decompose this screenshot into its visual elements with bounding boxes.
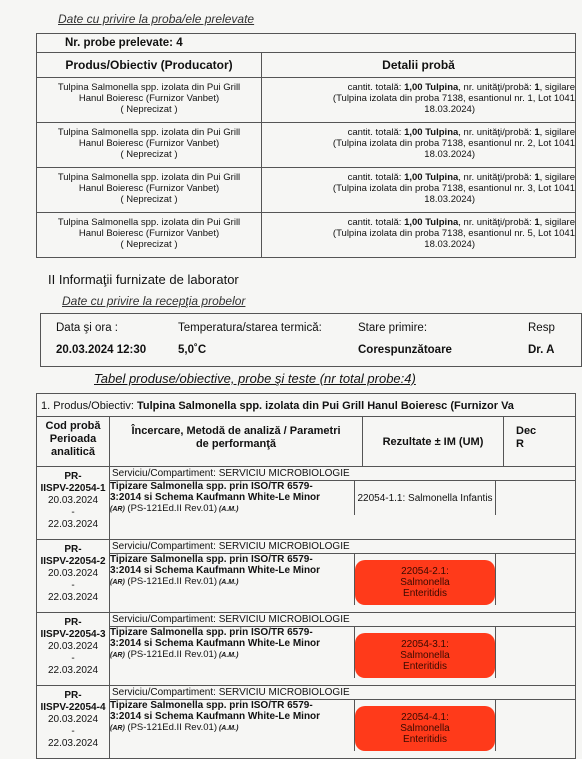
test-am: (A.M.) — [217, 652, 239, 659]
code-prefix: PR- — [64, 617, 82, 628]
product-row — [37, 394, 576, 417]
result-line: 22054-1.1: Salmonella Infantis — [357, 493, 493, 504]
sample-code: IISPV-22054-1 — [40, 483, 106, 494]
product-line: Hanul Boieresc (Furnizor Vanbet) — [78, 228, 220, 239]
test-line: 3:2014 si Schema Kaufmann White-Le Minor — [110, 711, 321, 722]
col-test-line: Încercare, Metodă de analiză / Parametri — [131, 425, 341, 437]
test-line: 3:2014 si Schema Kaufmann White-Le Minor — [110, 565, 321, 576]
temp-label: Temperatura/starea termică: — [178, 322, 322, 334]
details-text: , sigilare — [539, 217, 575, 228]
test-line: Tipizare Salmonella spp. prin ISO/TR 6579- — [110, 554, 313, 565]
details-qty: 1,00 Tulpina — [404, 217, 459, 228]
tests-heading: Tabel produse/obiective, probe şi teste (nr total probe:4) — [94, 371, 416, 386]
date-to: 22.03.2024 — [47, 592, 99, 603]
reception-box — [40, 313, 582, 367]
test-subtable — [110, 700, 575, 751]
details-text: , nr. unităţi/probă: — [458, 217, 535, 228]
test-ar: (AR) — [110, 725, 125, 732]
test-ref: (PS-121Ed.II Rev.01) — [124, 503, 218, 514]
details-line: (Tulpina izolata din proba 7138, esantionul nr. 2, Lot 1041 — [332, 138, 575, 149]
test-ref: (PS-121Ed.II Rev.01) — [124, 576, 218, 587]
details-cell — [262, 213, 576, 258]
result-highlight — [355, 706, 495, 751]
test-ref: (PS-121Ed.II Rev.01) — [124, 649, 218, 660]
test-line: 3:2014 si Schema Kaufmann White-Le Minor — [110, 638, 321, 649]
sample-code: IISPV-22054-3 — [40, 629, 106, 640]
table-row — [37, 213, 576, 258]
details-line: 18.03.2024) — [424, 104, 475, 115]
product-cell — [37, 78, 262, 123]
code-cell — [37, 467, 110, 540]
details-line: 18.03.2024) — [424, 194, 475, 205]
table-row — [37, 467, 576, 540]
date-from: 20.03.2024 — [47, 568, 99, 579]
test-block — [110, 686, 576, 759]
result-line: 22054-2.1: Salmonella — [400, 566, 450, 588]
result-cell — [355, 700, 496, 751]
test-block — [110, 540, 576, 613]
product-line: Hanul Boieresc (Furnizor Vanbet) — [78, 183, 220, 194]
decision-cell — [496, 627, 576, 678]
details-cell — [262, 123, 576, 168]
product-line: Hanul Boieresc (Furnizor Vanbet) — [78, 138, 220, 149]
details-text: cantit. totală: — [347, 172, 405, 183]
result-highlight — [355, 560, 495, 605]
product-line: ( Neprecizat ) — [120, 194, 178, 205]
test-ref: (PS-121Ed.II Rev.01) — [124, 722, 218, 733]
code-cell — [37, 540, 110, 613]
product-cell — [37, 123, 262, 168]
col-dec-line: Dec — [516, 425, 537, 437]
col-dec-line: R — [516, 438, 524, 450]
lab-section-title: II Informaţii furnizate de laborator — [48, 272, 239, 287]
service-label: Serviciu/Compartiment: SERVICIU MICROBIOLOGIE — [110, 613, 575, 627]
code-prefix: PR- — [64, 544, 82, 555]
col-test-header — [110, 417, 363, 467]
table-row — [37, 540, 576, 613]
col-result-header: Rezultate ± IM (UM) — [363, 417, 504, 467]
details-qty: 1,00 Tulpina — [404, 172, 459, 183]
resp-value: Dr. A — [528, 344, 555, 356]
date-from: 20.03.2024 — [47, 641, 99, 652]
result-line: Enteritidis — [403, 734, 447, 745]
sample-code: IISPV-22054-4 — [40, 702, 106, 713]
product-cell — [37, 213, 262, 258]
test-subtable — [110, 627, 575, 678]
col-code-line: analitică — [50, 446, 96, 458]
result-cell — [355, 627, 496, 678]
details-line — [262, 82, 575, 93]
date-value: 20.03.2024 12:30 — [56, 344, 147, 356]
col-test-line: de performanţă — [195, 438, 277, 450]
test-line: Tipizare Salmonella spp. prin ISO/TR 6579- — [110, 700, 313, 711]
test-method — [110, 554, 355, 605]
result-cell — [355, 554, 496, 605]
sample-code: IISPV-22054-2 — [40, 556, 106, 567]
details-line: (Tulpina izolata din proba 7138, esantionul nr. 5, Lot 1041 — [332, 228, 575, 239]
details-text: , sigilare — [539, 127, 575, 138]
details-units: 1 — [534, 127, 540, 138]
resp-label: Resp — [528, 322, 555, 334]
details-text: , nr. unităţi/probă: — [458, 82, 535, 93]
samples-header-row — [37, 53, 576, 78]
table-row — [37, 613, 576, 686]
details-line — [262, 172, 575, 183]
table-row — [37, 78, 576, 123]
date-dash: - — [71, 580, 75, 591]
result-highlight — [355, 633, 495, 678]
date-to: 22.03.2024 — [47, 665, 99, 676]
table-row — [37, 168, 576, 213]
date-dash: - — [71, 653, 75, 664]
table-row — [37, 123, 576, 168]
table-row — [37, 686, 576, 759]
product-line: Tulpina Salmonella spp. izolata din Pui Grill — [57, 127, 241, 138]
samples-table — [36, 33, 576, 258]
decision-cell — [496, 700, 576, 751]
details-text: , nr. unităţi/probă: — [458, 172, 535, 183]
product-line: ( Neprecizat ) — [120, 149, 178, 160]
date-label: Data şi ora : — [56, 322, 118, 334]
temp-value: 5,0˚C — [178, 344, 207, 356]
details-text: cantit. totală: — [347, 217, 405, 228]
details-line: 18.03.2024) — [424, 239, 475, 250]
col-code-header — [37, 417, 110, 467]
test-block — [110, 613, 576, 686]
code-prefix: PR- — [64, 690, 82, 701]
details-line — [262, 217, 575, 228]
result-line: Enteritidis — [403, 588, 447, 599]
service-label: Serviciu/Compartiment: SERVICIU MICROBIOLOGIE — [110, 686, 575, 700]
product-line: ( Neprecizat ) — [120, 239, 178, 250]
date-from: 20.03.2024 — [47, 495, 99, 506]
date-dash: - — [71, 507, 75, 518]
col-details-header: Detalii probă — [262, 53, 576, 78]
details-text: , sigilare — [539, 172, 575, 183]
product-line: Tulpina Salmonella spp. izolata din Pui Grill — [57, 172, 241, 183]
test-line: Tipizare Salmonella spp. prin ISO/TR 6579- — [110, 627, 313, 638]
test-method — [110, 481, 355, 515]
product-line: Tulpina Salmonella spp. izolata din Pui Grill — [57, 82, 241, 93]
product-cell — [37, 168, 262, 213]
tests-table — [36, 393, 576, 759]
date-dash: - — [71, 726, 75, 737]
service-label: Serviciu/Compartiment: SERVICIU MICROBIOLOGIE — [110, 467, 575, 481]
samples-heading: Date cu privire la proba/ele prelevate — [58, 12, 255, 26]
date-from: 20.03.2024 — [47, 714, 99, 725]
details-line: 18.03.2024) — [424, 149, 475, 160]
col-code-line: Cod probă — [45, 420, 101, 432]
product-line: Tulpina Salmonella spp. izolata din Pui Grill — [57, 217, 241, 228]
test-ar: (AR) — [110, 652, 125, 659]
test-subtable — [110, 554, 575, 605]
details-units: 1 — [534, 217, 540, 228]
samples-count-row — [37, 34, 576, 53]
test-ar: (AR) — [110, 579, 125, 586]
result-line: 22054-4.1: Salmonella — [400, 712, 450, 734]
details-text: cantit. totală: — [347, 127, 405, 138]
details-qty: 1,00 Tulpina — [404, 82, 459, 93]
result-line: 22054-3.1: Salmonella — [400, 639, 450, 661]
product-line: ( Neprecizat ) — [120, 104, 178, 115]
date-to: 22.03.2024 — [47, 738, 99, 749]
test-method — [110, 700, 355, 751]
details-cell — [262, 78, 576, 123]
details-line: (Tulpina izolata din proba 7138, esantionul nr. 1, Lot 1041 — [332, 93, 575, 104]
col-dec-header — [504, 417, 576, 467]
col-code-line: Perioada — [49, 433, 97, 445]
test-line: Tipizare Salmonella spp. prin ISO/TR 6579- — [110, 481, 313, 492]
test-line: 3:2014 si Schema Kaufmann White-Le Minor — [110, 492, 321, 503]
decision-cell — [496, 554, 576, 605]
result-cell — [355, 481, 496, 515]
samples-count: Nr. probe prelevate: 4 — [37, 34, 576, 53]
details-qty: 1,00 Tulpina — [404, 127, 459, 138]
test-method — [110, 627, 355, 678]
details-units: 1 — [534, 172, 540, 183]
state-label: Stare primire: — [358, 322, 428, 334]
test-am: (A.M.) — [217, 725, 239, 732]
test-subtable — [110, 481, 575, 515]
details-text: , nr. unităţi/probă: — [458, 127, 535, 138]
state-value: Corespunzătoare — [358, 344, 452, 356]
test-am: (A.M.) — [217, 506, 239, 513]
product-line: Hanul Boieresc (Furnizor Vanbet) — [78, 93, 220, 104]
details-cell — [262, 168, 576, 213]
product-prefix: 1. Produs/Obiectiv: — [41, 400, 137, 412]
test-block — [110, 467, 576, 540]
details-line — [262, 127, 575, 138]
code-prefix: PR- — [64, 471, 82, 482]
service-label: Serviciu/Compartiment: SERVICIU MICROBIOLOGIE — [110, 540, 575, 554]
details-line: (Tulpina izolata din proba 7138, esantionul nr. 3, Lot 1041 — [332, 183, 575, 194]
code-cell — [37, 613, 110, 686]
result-line: Enteritidis — [403, 661, 447, 672]
code-cell — [37, 686, 110, 759]
details-units: 1 — [534, 82, 540, 93]
date-to: 22.03.2024 — [47, 519, 99, 530]
product-title — [37, 394, 576, 417]
details-text: cantit. totală: — [347, 82, 405, 93]
reception-heading: Date cu privire la recepţia probelor — [62, 294, 246, 308]
test-ar: (AR) — [110, 506, 125, 513]
col-product-header: Produs/Obiectiv (Producator) — [37, 53, 262, 78]
product-name: Tulpina Salmonella spp. izolata din Pui Grill Hanul Boieresc (Furnizor Va — [137, 400, 514, 412]
details-text: , sigilare — [539, 82, 575, 93]
decision-cell — [496, 481, 576, 515]
tests-header-row — [37, 417, 576, 467]
test-am: (A.M.) — [217, 579, 239, 586]
